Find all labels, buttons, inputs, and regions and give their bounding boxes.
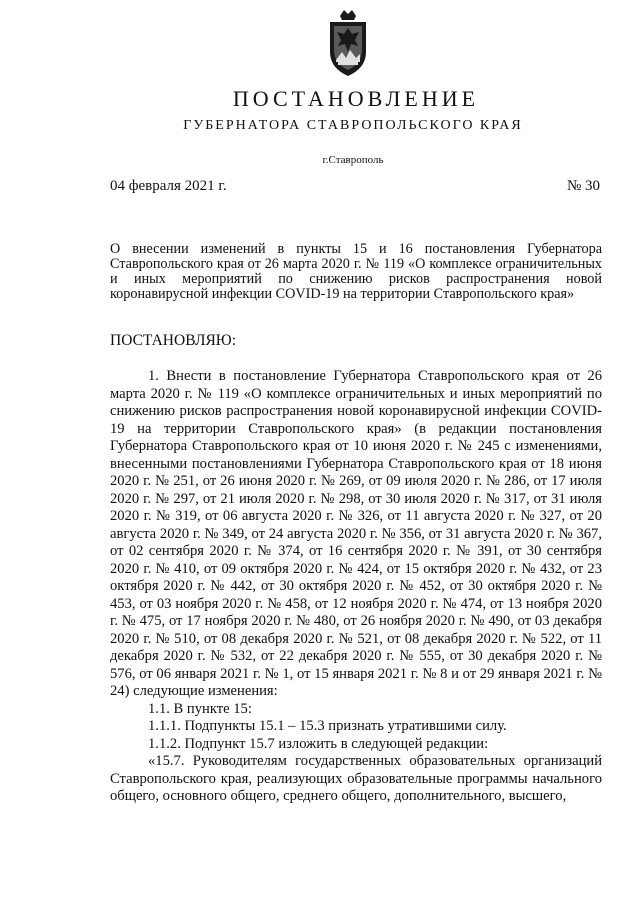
paragraph-1-1-2: 1.1.2. Подпункт 15.7 изложить в следующей редакции: — [148, 735, 489, 752]
document-number: № 30 — [566, 178, 600, 194]
paragraph-1: 1. Внести в постановление Губернатора Ставропольского края от 26 марта 2020 г. № 119 «О комплексе ограничительных и иных мероприятий по снижению рисков распространения новой коронавирусной инфекции COVID-19 на территории Ставропольского края» (в редакции постановления Губернатора Ставропольского края от 10 июня 2020 г. № 245 с изменениями, внесенными постановлениями Губернатора Ставропольского края от 18 июня 2020 г. № 251, от 26 июня 2020 г. № 269, от 09 июля 2020 г. № 286, от 17 июля 2020 г. № 297, от 21 июля 2020 г. № 298, от 30 июля 2020 г. № 317, от 31 июля 2020 г. № 319, от 06 августа 2020 г. № 326, от 11 августа 2020 г. № 327, от 20 августа 2020 г. № 349, от 24 августа 2020 г. № 356, от 31 августа 2020 г. № 367, от 02 сентября 2020 г. № 374, от 16 сентября 2020 г. № 391, от 30 сентября 2020 г. № 410, от 09 октября 2020 г. № 424, от 15 октября 2020 г. № 432, от 23 октября 2020 г. № 442, от 30 октября 2020 г. № 452, от 30 октября 2020 г. № 453, от 03 ноября 2020 г. № 458, от 12 ноября 2020 г. № 474, от 13 ноября 2020 г. № 475, от 17 ноября 2020 г. № 480, от 26 ноября 2020 г. № 490, от 03 декабря 2020 г. № 510, от 08 декабря 2020 г. № 521, от 08 декабря 2020 г. № 522, от 11 декабря 2020 г. № 532, от 22 декабря 2020 г. № 555, от 30 декабря 2020 г. № 576, от 06 января 2021 г. № 1, от 15 января 2021 г. № 8 и от 29 января 2021 г. № 24) следующие изменения: — [110, 368, 602, 699]
city-name: г.Ставрополь — [322, 154, 384, 166]
document-date: 04 февраля 2021 г. — [110, 178, 227, 194]
document-title: ПОСТАНОВЛЕНИЕ — [232, 86, 480, 111]
document-body — [110, 368, 602, 806]
paragraph-1-1: 1.1. В пункте 15: — [148, 700, 252, 717]
paragraph-15-7: «15.7. Руководителям государственных образовательных организаций Ставропольского края, реализующих образовательные программы начального общего, основного общего, среднего общего, дополнительного, высшего, — [110, 753, 602, 804]
issuer-name: ГУБЕРНАТОРА СТАВРОПОЛЬСКОГО КРАЯ — [183, 118, 523, 133]
paragraph-1-1-1: 1.1.1. Подпункты 15.1 – 15.3 признать утратившими силу. — [148, 718, 507, 734]
document-subject: О внесении изменений в пункты 15 и 16 постановления Губернатора Ставропольского края от 26 марта 2020 г. № 119 «О комплексе ограничительных и иных мероприятий по снижению рисков распространения новой коронавирусной инфекции COVID-19 на территории Ставропольского края» — [110, 241, 602, 302]
coat-of-arms-icon — [324, 8, 372, 78]
decree-word: ПОСТАНОВЛЯЮ: — [110, 332, 237, 349]
